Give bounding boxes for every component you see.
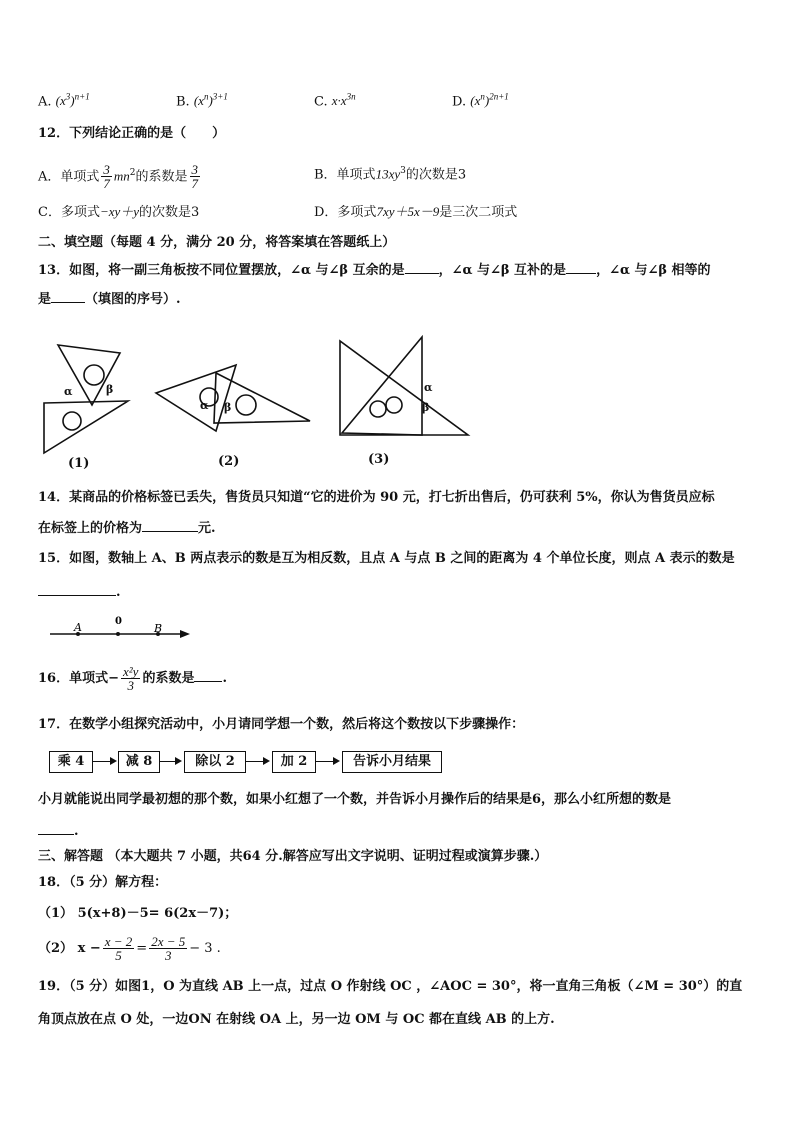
fig2-right-circle — [236, 395, 256, 415]
fig1-label: (1) — [68, 456, 90, 471]
step-divide-2: 除以 2 — [184, 751, 246, 773]
q12-option-d: D．多项式7xy＋5x－9是三次二项式 — [314, 204, 518, 220]
q17-line-1: 17．在数学小组探究活动中，小月请同学想一个数，然后将这个数按以下步骤操作： — [38, 717, 525, 732]
fig2-left-triangle — [156, 365, 236, 431]
point-a-label: A — [74, 621, 82, 634]
section-3-heading: 三、解答题 （本大题共 7 小题，共64 分.解答应写出文字说明、证明过程或演算步骤.） — [38, 849, 548, 864]
step-tell-result: 告诉小月结果 — [342, 751, 442, 773]
point-b-label: B — [154, 622, 163, 635]
origin-label: 0 — [115, 616, 122, 627]
q15-line-1: 15．如图，数轴上 A、B 两点表示的数是互为相反数，且点 A 与点 B 之间的距离为 4 个单位长度，则点 A 表示的数是 — [38, 551, 735, 566]
q19-line-2: 角顶点放在点 O 处，一边ON 在射线 OA 上，另一边 OM 与 OC 都在直线 AB 的上方. — [38, 1012, 555, 1027]
section-2-heading: 二、填空题（每题 4 分，满分 20 分，将答案填在答题纸上） — [38, 235, 396, 250]
q13-line-1: 13．如图，将一副三角板按不同位置摆放，∠α 与∠β 互余的是 ，∠α 与∠β 互补的是 ，∠α 与∠β 相等的 — [38, 263, 711, 278]
fig3-label: (3) — [368, 452, 390, 467]
q18-stem: 18．（5 分）解方程： — [38, 875, 168, 890]
q18-part-1: （1） 5(x+8)－5= 6(2x－7)； — [38, 906, 238, 921]
q18-part-2: （2） x − $\frac{x - 2}{5}$ = $\frac{2x - 5}{3}$ − 3 . — [38, 934, 221, 963]
q11-option-d: D. $(x^n)^{2n+1}$ — [452, 92, 509, 110]
q15-number-line — [46, 614, 196, 644]
arrow-4 — [316, 761, 338, 762]
fig3-circle-right — [386, 397, 402, 413]
fig3-circle-left — [370, 401, 386, 417]
q14-line-2: 在标签上的价格为 元. — [38, 521, 216, 536]
q11-option-a: A. $(x^3)^{n+1}$ — [38, 92, 90, 110]
fig1-beta: β — [106, 383, 114, 396]
q12-option-b: B．单项式$13xy^3$的次数是3 — [314, 166, 467, 183]
arrow-3 — [246, 761, 268, 762]
fig1-lower-triangle — [44, 401, 128, 453]
step-multiply-4: 乘 4 — [49, 751, 93, 773]
fig1-upper-circle — [84, 365, 104, 385]
fig2-beta: β — [224, 401, 232, 414]
q13-triangle-figures — [36, 335, 476, 475]
q12-option-c: C．多项式−xy＋y的次数是3 — [38, 204, 200, 220]
step-add-2: 加 2 — [272, 751, 316, 773]
step-subtract-8: 减 8 — [118, 751, 160, 773]
arrow-1 — [93, 761, 115, 762]
q16-line: 16．单项式− $\frac{\text{x²y}}{3}$ 的系数是 . — [38, 664, 227, 693]
fig1-lower-circle — [63, 412, 81, 430]
fig2-label: (2) — [218, 454, 240, 469]
q12-option-a: A．单项式 $\frac{3}{7}$ $mn^2$的系数是 $\frac{3}{7}$ — [38, 162, 199, 192]
q12-stem: 12．下列结论正确的是（ ） — [38, 126, 226, 141]
origin-dot — [116, 632, 120, 636]
q11-option-c: C. $x\cdot x^{3n}$ — [314, 92, 356, 110]
fig2-right-triangle — [214, 373, 310, 423]
arrow-2 — [160, 761, 180, 762]
fig2-alpha: α — [200, 399, 209, 412]
q15-line-2: . — [38, 583, 121, 602]
q19-line-1: 19．（5 分）如图1，O 为直线 AB 上一点，过点 O 作射线 OC ，∠AOC = 30°，将一直角三角板（∠M = 30°）的直 — [38, 979, 743, 994]
q11-option-b: B. $(x^n)^{3+1}$ — [176, 92, 228, 110]
fig3-alpha: α — [424, 381, 433, 394]
fig1-alpha: α — [64, 385, 73, 398]
q14-line-1: 14．某商品的价格标签已丢失，售货员只知道“它的进价为 90 元，打七折出售后，仍可获利 5%，你认为售货员应标 — [38, 490, 715, 505]
q13-line-2: 是 （填图的序号）. — [38, 292, 181, 307]
fig3-beta: β — [422, 401, 430, 414]
q17-line-3: . — [38, 822, 79, 841]
q17-line-2: 小月就能说出同学最初想的那个数，如果小红想了一个数，并告诉小月操作后的结果是6，那么小红所想的数是 — [38, 792, 672, 807]
fig3-large-triangle — [340, 341, 468, 435]
